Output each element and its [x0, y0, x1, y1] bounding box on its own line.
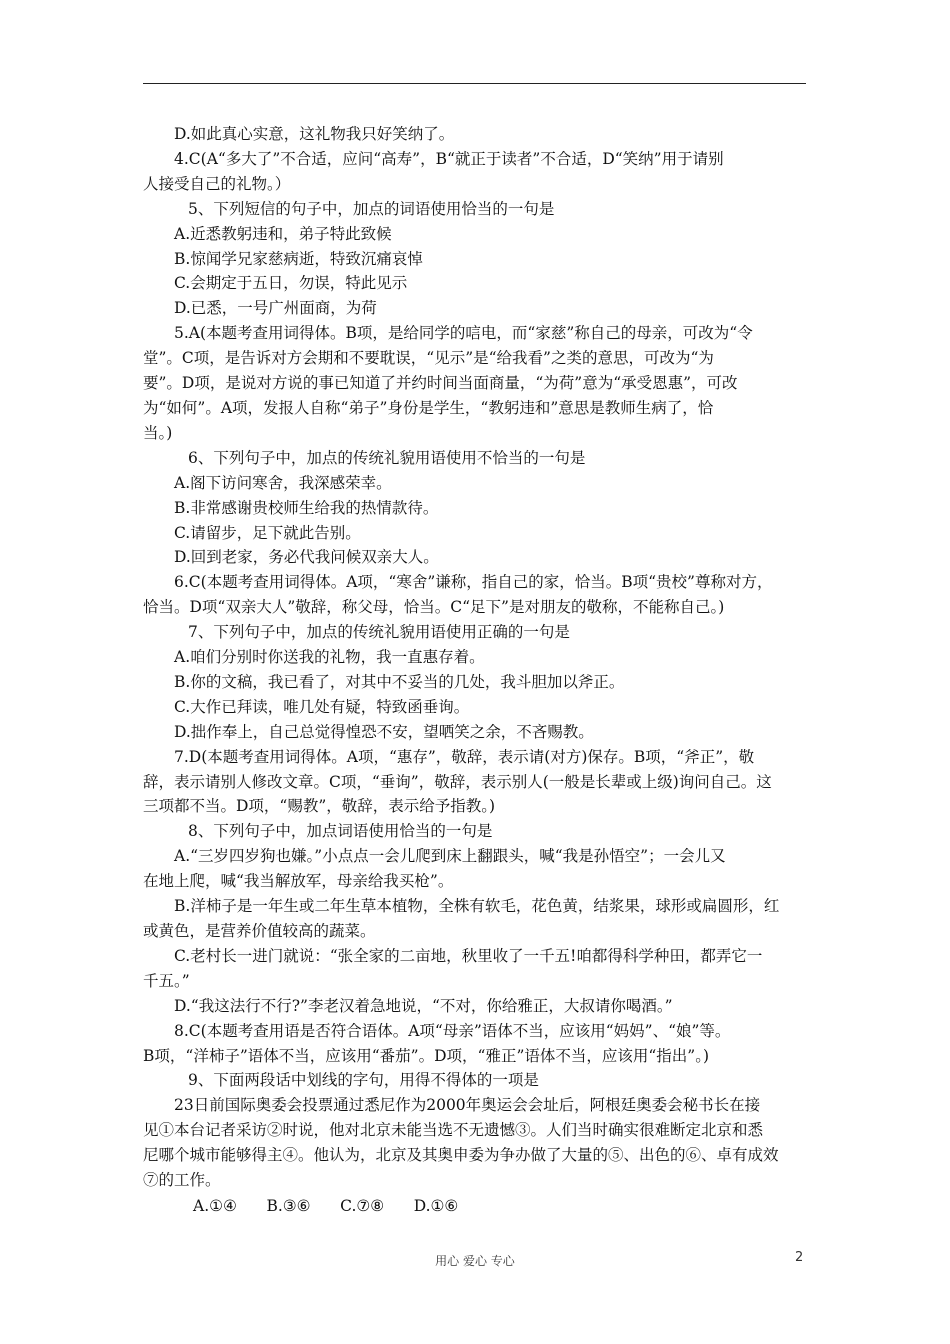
text-line: B项，“洋柿子”语体不当，应该用“番茄”。D项，“雅正”语体不当，应该用“指出”。)	[143, 1046, 710, 1065]
text-line: B.洋柿子是一年生或二年生草本植物，全株有软毛，花色黄，结浆果，球形或扁圆形，红	[174, 897, 780, 916]
text-line: 5、下列短信的句子中，加点的词语使用恰当的一句是	[188, 199, 555, 218]
text-line: A.咱们分别时你送我的礼物，我一直惠存着。	[174, 648, 485, 667]
text-line: A.“三岁四岁狗也嫌。”小点点一会儿爬到床上翻跟头，喊“我是孙悟空”；一会儿又	[174, 847, 726, 866]
text-line: A.近悉教躬违和，弟子特此致候	[174, 224, 392, 243]
text-line: 6.C(本题考查用词得体。A项，“寒舍”谦称，指自己的家，恰当。B项“贵校”尊称对方，	[174, 573, 773, 592]
text-line: 要”。D项，是说对方说的事已知道了并约时间当面商量，“为荷”意为“承受恩惠”，可改	[143, 374, 738, 393]
text-line: 或黄色，是营养价值较高的蔬菜。	[143, 922, 376, 940]
text-line: 7.D(本题考查用词得体。A项，“惠存”，敬辞，表示请(对方)保存。B项，“斧正”，敬	[174, 747, 755, 766]
text-line: D.已悉，一号广州面商，为荷	[174, 299, 377, 318]
answer-options: A.①④ B.③⑥ C.⑦⑧ D.①⑥	[193, 1196, 459, 1215]
text-line: 8.C(本题考查用语是否符合语体。A项“母亲”语体不当，应该用“妈妈”、“娘”等。	[174, 1021, 731, 1040]
text-line: ⑦的工作。	[143, 1171, 221, 1190]
document-body	[143, 122, 807, 1193]
text-line: 人接受自己的礼物。）	[143, 174, 291, 193]
text-line: C.会期定于五日，勿误，特此见示	[174, 274, 408, 293]
text-line: 三项都不当。D项，“赐教”，敬辞，表示给予指教。)	[143, 797, 496, 816]
page-footer: 用心 爱心 专心	[435, 1254, 515, 1268]
text-line: 尼哪个城市能够得主④。他认为，北京及其奥申委为争办做了大量的⑤、出色的⑥、卓有成效	[143, 1146, 779, 1165]
page-number: 2	[795, 1250, 804, 1265]
text-line: 恰当。D项“双亲大人”敬辞，称父母，恰当。C“足下”是对朋友的敬称，不能称自己。)	[143, 598, 725, 617]
text-line: 9、下面两段话中划线的字句，用得不得体的一项是	[188, 1071, 539, 1090]
text-line: D.拙作奉上，自己总觉得惶恐不安，望哂笑之余，不吝赐教。	[174, 722, 594, 741]
text-line: 23日前国际奥委会投票通过悉尼作为2000年奥运会会址后，阿根廷奥委会秘书长在接	[174, 1096, 761, 1115]
text-line: 为“如何”。A项，发报人自称“弟子”身份是学生，“教躬违和”意思是教师生病了，恰	[143, 398, 714, 417]
text-line: D.回到老家，务必代我问候双亲大人。	[174, 548, 439, 567]
text-line: C.大作已拜读，唯几处有疑，特致函垂询。	[174, 697, 470, 716]
text-line: D.如此真心实意，这礼物我只好笑纳了。	[174, 125, 455, 143]
text-line: 4.C(A“多大了”不合适，应问“高寿”，B“就正于读者”不合适，D“笑纳”用于请别	[174, 149, 724, 168]
text-line: 在地上爬，喊“我当解放军，母亲给我买枪”。	[143, 872, 454, 891]
text-line: B.你的文稿，我已看了，对其中不妥当的几处，我斗胆加以斧正。	[174, 672, 625, 691]
text-line: 见①本台记者采访②时说，他对北京未能当选不无遗憾③。人们当时确实很难断定北京和悉	[143, 1121, 764, 1140]
text-line: 千五。”	[143, 971, 190, 990]
text-line: 5.A(本题考查用词得体。B项，是给同学的唁电，而“家慈”称自己的母亲，可改为“令	[174, 324, 753, 343]
text-line: 辞，表示请别人修改文章。C项，“垂询”，敬辞，表示别人(一般是长辈或上级)询问自己。这	[143, 772, 772, 791]
text-line: 6、下列句子中，加点的传统礼貌用语使用不恰当的一句是	[188, 448, 586, 467]
text-line: 堂”。C项，是告诉对方会期和不要耽误，“见示”是“给我看”之类的意思，可改为“为	[143, 349, 714, 368]
text-line: C.老村长一进门就说：“张全家的二亩地，秋里收了一千五!咱都得科学种田，都弄它一	[174, 946, 763, 965]
text-line: B.非常感谢贵校师生给我的热情款待。	[174, 498, 439, 517]
header-rule	[143, 83, 806, 84]
text-line: D.“我这法行不行?”李老汉着急地说，“不对，你给雅正，大叔请你喝酒。”	[174, 996, 673, 1015]
text-line: C.请留步，足下就此告别。	[174, 523, 361, 542]
text-line: A.阁下访问寒舍，我深感荣幸。	[174, 473, 392, 492]
text-line: 当。)	[143, 423, 173, 442]
text-line: 8、下列句子中，加点词语使用恰当的一句是	[188, 822, 493, 841]
text-line: B.惊闻学兄家慈病逝，特致沉痛哀悼	[174, 249, 423, 268]
text-line: 7、下列句子中，加点的传统礼貌用语使用正确的一句是	[188, 623, 570, 642]
